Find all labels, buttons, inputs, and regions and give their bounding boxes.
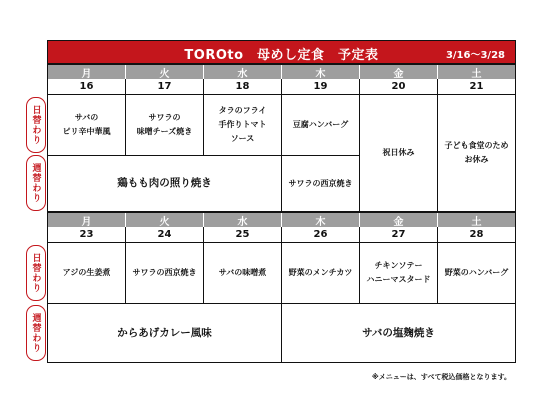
week2-table [47, 212, 516, 363]
weekly-menu-cell-left: からあげカレー風味 [48, 304, 282, 362]
date-cell: 17 [126, 79, 204, 95]
daily-menu-cell: サワラの 味噌チーズ焼き [126, 95, 204, 156]
weekday-fri: 金 [360, 65, 438, 79]
daily-label-tag: 日替わり [26, 245, 46, 301]
title-bar [47, 40, 516, 64]
daily-menu-cell: 野菜のメンチカツ [282, 243, 360, 304]
date-cell: 27 [360, 227, 438, 243]
date-cell: 19 [282, 79, 360, 95]
date-cell: 18 [204, 79, 282, 95]
daily-menu-cell: サワラの西京焼き [126, 243, 204, 304]
weekly-menu-cell: 鶏もも肉の照り焼き [48, 156, 282, 211]
date-cell: 20 [360, 79, 438, 95]
date-cell: 26 [282, 227, 360, 243]
daily-menu-cell: アジの生姜煮 [48, 243, 126, 304]
weekday-thu: 木 [282, 65, 360, 79]
daily-menu-cell: サバの ピリ辛中華風 [48, 95, 126, 156]
weekday-mon: 月 [48, 213, 126, 227]
date-cell: 16 [48, 79, 126, 95]
daily-menu-cell: チキンソテー ハニーマスタード [360, 243, 438, 304]
closed-cell: 子ども食堂のため お休み [444, 141, 509, 164]
daily-menu-cell: タラのフライ 手作りトマト ソース [204, 95, 282, 156]
weekday-tue: 火 [126, 213, 204, 227]
weekday-sat: 土 [438, 213, 515, 227]
daily-menu-cell: サバの味噌煮 [204, 243, 282, 304]
daily-menu-cell: 野菜のハンバーグ [438, 243, 515, 304]
holiday-cell: 祝日休み [360, 95, 438, 211]
date-cell: 23 [48, 227, 126, 243]
date-cell: 25 [204, 227, 282, 243]
weekly-menu-cell-thu: サワラの西京焼き [282, 156, 360, 211]
date-cell: 28 [438, 227, 515, 243]
weekday-sat: 土 [438, 65, 515, 79]
weekday-thu: 木 [282, 213, 360, 227]
week1-table [47, 64, 516, 212]
weekly-label-tag: 週替わり [26, 305, 46, 361]
daily-menu-cell: 豆腐ハンバーグ [282, 95, 360, 156]
weekday-mon: 月 [48, 65, 126, 79]
weekday-fri: 金 [360, 213, 438, 227]
daily-label-tag: 日替わり [26, 97, 46, 153]
weekday-wed: 水 [204, 65, 282, 79]
page-title: TOROto 母めし定食 予定表 [184, 48, 379, 63]
footnote: ※メニューは、すべて税込価格となります。 [371, 373, 511, 381]
weekday-tue: 火 [126, 65, 204, 79]
weekly-menu-cell-right: サバの塩麹焼き [362, 326, 435, 339]
weekly-label-tag: 週替わり [26, 155, 46, 211]
date-cell: 24 [126, 227, 204, 243]
date-cell: 21 [438, 79, 515, 95]
weekday-wed: 水 [204, 213, 282, 227]
date-range: 3/16～3/28 [445, 50, 505, 61]
